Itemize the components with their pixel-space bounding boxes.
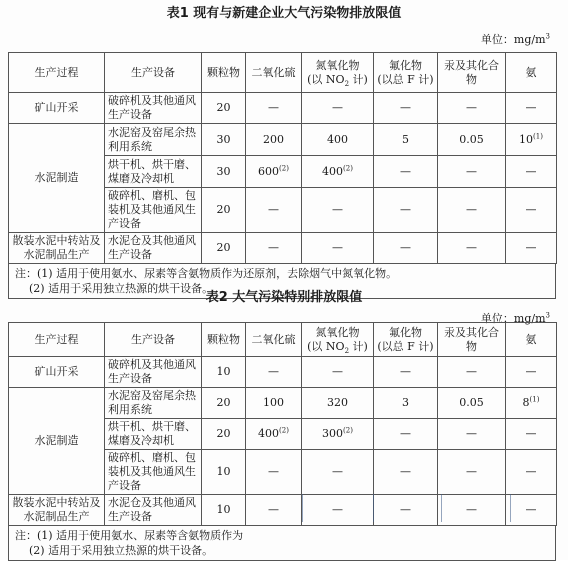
so2-cell: — xyxy=(246,233,302,264)
fluoride-cell: — xyxy=(374,419,438,450)
table2-unit: 单位：$mg/m^3$ xyxy=(480,311,550,325)
equipment-cell: 水泥窑及窑尾余热利用系统 xyxy=(105,124,202,156)
table2-header-row xyxy=(9,323,557,357)
fluoride-cell: — xyxy=(374,233,438,264)
header-fluoride: 氟化物 (以总 F 计) xyxy=(374,323,438,357)
header-nox: 氮氧化物 (以 $NO_2$ 计) xyxy=(302,323,374,357)
table-row xyxy=(9,388,557,419)
equipment-cell: 破碎机、磨机、包装机及其他通风生产设备 xyxy=(105,188,202,233)
header-equipment: 生产设备 xyxy=(105,323,202,357)
note-line: (2) 适用于采用独立热源的烘干设备。 xyxy=(29,282,214,295)
nox-cell: — xyxy=(302,450,374,495)
header-mercury: 汞及其化合物 xyxy=(438,323,506,357)
nox-cell: — xyxy=(302,357,374,388)
table-row xyxy=(9,495,557,526)
header-mercury: 汞及其化合物 xyxy=(438,53,506,93)
process-cell: 水泥制造 xyxy=(9,124,105,233)
equipment-cell: 烘干机、烘干磨、煤磨及冷却机 xyxy=(105,419,202,450)
pm-cell: 20 xyxy=(202,388,246,419)
equipment-cell: 水泥窑及窑尾余热利用系统 xyxy=(105,388,202,419)
nox-cell: 300$^{(2)}$ xyxy=(302,419,374,450)
mercury-cell: — xyxy=(438,357,506,388)
table2-title: 表2 大气污染特别排放限值 xyxy=(205,290,363,305)
nox-cell: — xyxy=(302,495,374,526)
so2-cell: — xyxy=(246,188,302,233)
header-fluoride: 氟化物 (以总 F 计) xyxy=(374,53,438,93)
scan-artifact-line xyxy=(441,494,442,522)
header-ammonia: 氨 xyxy=(506,323,557,357)
table1-unit: 单位：$mg/m^3$ xyxy=(480,32,550,46)
fluoride-cell: — xyxy=(374,156,438,188)
so2-cell: — xyxy=(246,93,302,124)
equipment-cell: 水泥仓及其他通风生产设备 xyxy=(105,233,202,264)
nox-cell: — xyxy=(302,233,374,264)
fluoride-cell: — xyxy=(374,450,438,495)
nox-cell: 400$^{(2)}$ xyxy=(302,156,374,188)
pm-cell: 20 xyxy=(202,419,246,450)
table2-notes xyxy=(8,526,556,561)
fluoride-cell: 5 xyxy=(374,124,438,156)
mercury-cell: 0.05 xyxy=(438,124,506,156)
so2-cell: 200 xyxy=(246,124,302,156)
pm-cell: 20 xyxy=(202,188,246,233)
nox-cell: — xyxy=(302,188,374,233)
table1-title: 表1 现有与新建企业大气污染物排放限值 xyxy=(166,6,402,21)
scan-artifact-line xyxy=(373,494,374,522)
header-process: 生产过程 xyxy=(9,53,105,93)
nox-cell: 400 xyxy=(302,124,374,156)
equipment-cell: 破碎机及其他通风生产设备 xyxy=(105,93,202,124)
ammonia-cell: — xyxy=(506,450,557,495)
table-row xyxy=(9,93,557,124)
equipment-cell: 水泥仓及其他通风生产设备 xyxy=(105,495,202,526)
fluoride-cell: — xyxy=(374,93,438,124)
table1-header-row xyxy=(9,53,557,93)
table-row xyxy=(9,233,557,264)
ammonia-cell: 8$^{(1)}$ xyxy=(506,388,557,419)
mercury-cell: — xyxy=(438,188,506,233)
so2-cell: 400$^{(2)}$ xyxy=(246,419,302,450)
table2 xyxy=(8,322,556,561)
process-cell: 矿山开采 xyxy=(9,357,105,388)
fluoride-cell: — xyxy=(374,188,438,233)
pm-cell: 10 xyxy=(202,495,246,526)
ammonia-cell: — xyxy=(506,357,557,388)
table-row xyxy=(9,357,557,388)
so2-cell: — xyxy=(246,495,302,526)
fluoride-cell: — xyxy=(374,357,438,388)
so2-cell: 100 xyxy=(246,388,302,419)
equipment-cell: 破碎机、磨机、包装机及其他通风生产设备 xyxy=(105,450,202,495)
table2-grid xyxy=(8,322,557,526)
mercury-cell: — xyxy=(438,156,506,188)
pm-cell: 30 xyxy=(202,156,246,188)
note-line: (2) 适用于采用独立热源的烘干设备。 xyxy=(29,544,214,557)
pm-cell: 10 xyxy=(202,357,246,388)
header-equipment: 生产设备 xyxy=(105,53,202,93)
ammonia-cell: — xyxy=(506,188,557,233)
ammonia-cell: — xyxy=(506,93,557,124)
mercury-cell: — xyxy=(438,495,506,526)
process-cell: 矿山开采 xyxy=(9,93,105,124)
header-pm: 颗粒物 xyxy=(202,53,246,93)
process-cell: 散装水泥中转站及水泥制品生产 xyxy=(9,233,105,264)
nox-cell: — xyxy=(302,93,374,124)
scan-artifact-line xyxy=(510,494,511,522)
fluoride-cell: — xyxy=(374,495,438,526)
so2-cell: 600$^{(2)}$ xyxy=(246,156,302,188)
ammonia-cell: 10$^{(1)}$ xyxy=(506,124,557,156)
header-nox: 氮氧化物 (以 $NO_2$ 计) xyxy=(302,53,374,93)
process-cell: 水泥制造 xyxy=(9,388,105,495)
header-pm: 颗粒物 xyxy=(202,323,246,357)
note-line: 注：(1) 适用于使用氨水、尿素等含氨物质作为还原剂，去除烟气中氮氧化物。 xyxy=(15,267,398,280)
table1-grid xyxy=(8,52,557,264)
table-row xyxy=(9,124,557,156)
header-ammonia: 氨 xyxy=(506,53,557,93)
nox-cell: 320 xyxy=(302,388,374,419)
ammonia-cell: — xyxy=(506,495,557,526)
pm-cell: 20 xyxy=(202,93,246,124)
so2-cell: — xyxy=(246,357,302,388)
equipment-cell: 烘干机、烘干磨、煤磨及冷却机 xyxy=(105,156,202,188)
mercury-cell: — xyxy=(438,450,506,495)
process-cell: 散装水泥中转站及水泥制品生产 xyxy=(9,495,105,526)
ammonia-cell: — xyxy=(506,419,557,450)
pm-cell: 30 xyxy=(202,124,246,156)
note-line: 注：(1) 适用于使用氨水、尿素等含氨物质作为 xyxy=(15,529,244,542)
equipment-cell: 破碎机及其他通风生产设备 xyxy=(105,357,202,388)
mercury-cell: 0.05 xyxy=(438,388,506,419)
mercury-cell: — xyxy=(438,233,506,264)
scan-artifact-line xyxy=(302,494,303,522)
ammonia-cell: — xyxy=(506,156,557,188)
fluoride-cell: 3 xyxy=(374,388,438,419)
header-so2: 二氧化硫 xyxy=(246,323,302,357)
header-process: 生产过程 xyxy=(9,323,105,357)
mercury-cell: — xyxy=(438,93,506,124)
table1 xyxy=(8,52,556,299)
so2-cell: — xyxy=(246,450,302,495)
pm-cell: 10 xyxy=(202,450,246,495)
pm-cell: 20 xyxy=(202,233,246,264)
mercury-cell: — xyxy=(438,419,506,450)
ammonia-cell: — xyxy=(506,233,557,264)
header-so2: 二氧化硫 xyxy=(246,53,302,93)
